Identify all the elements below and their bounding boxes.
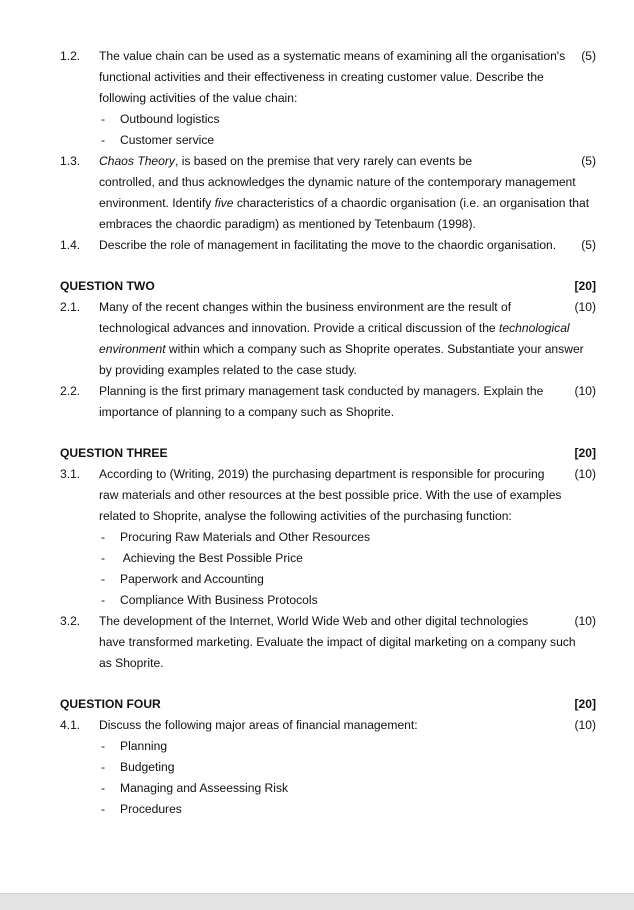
question-text-line: embraces the chaordic paradigm) as mentioned by Tetenbaum (1998). — [99, 217, 476, 231]
question-text-line: Chaos Theory, is based on the premise that very rarely can events be — [99, 154, 473, 168]
bullet-dash: - — [101, 112, 106, 126]
question-number: 1.3. — [60, 154, 81, 168]
question-text-line: environment within which a company such as Shoprite operates. Substantiate your answer — [99, 342, 584, 356]
question-text-line: Planning is the first primary management task conducted by managers. Explain the — [99, 384, 544, 398]
italic-term: Chaos Theory — [99, 154, 175, 168]
bullet-item: Procedures — [120, 802, 182, 816]
bullet-item: Outbound logistics — [120, 112, 220, 126]
question-number: 2.1. — [60, 300, 81, 314]
question-text-line: Describe the role of management in facilitating the move to the chaordic organisation. — [99, 238, 557, 252]
italic-term: environment — [99, 342, 166, 356]
italic-term: five — [214, 196, 234, 210]
question-text-line: related to Shoprite, analyse the following activities of the purchasing function: — [99, 509, 512, 523]
bullet-dash: - — [101, 551, 106, 565]
question-text-line: functional activities and their effectiveness in creating customer value. Describe the — [99, 70, 544, 84]
question-text-line: controlled, and thus acknowledges the dynamic nature of the contemporary management — [99, 175, 576, 189]
bullet-dash: - — [101, 802, 106, 816]
bullet-dash: - — [101, 572, 106, 586]
question-mark: (10) — [574, 300, 596, 314]
question-number: 1.2. — [60, 49, 81, 63]
question-text-line: technological advances and innovation. Provide a critical discussion of the technological — [99, 321, 570, 335]
section-total: [20] — [574, 446, 596, 460]
question-number: 1.4. — [60, 238, 81, 252]
bullet-item: Managing and Asseessing Risk — [120, 781, 289, 795]
question-text-line: raw materials and other resources at the best possible price. With the use of examples — [99, 488, 562, 502]
question-text-line: have transformed marketing. Evaluate the impact of digital marketing on a company such — [99, 635, 576, 649]
question-text-line: The development of the Internet, World Wide Web and other digital technologies — [99, 614, 529, 628]
question-text-line: environment. Identify five characteristics of a chaordic organisation (i.e. an organisation that — [99, 196, 590, 210]
question-number: 3.1. — [60, 467, 81, 481]
question-mark: (10) — [574, 384, 596, 398]
bullet-dash: - — [101, 593, 106, 607]
bullet-item: Customer service — [120, 133, 215, 147]
bullet-item: Compliance With Business Protocols — [120, 593, 318, 607]
question-text-line: The value chain can be used as a systematic means of examining all the organisation's — [99, 49, 566, 63]
section-heading: QUESTION TWO — [60, 279, 155, 293]
question-text-line: by providing examples related to the case study. — [99, 363, 357, 377]
question-text-line: importance of planning to a company such as Shoprite. — [99, 405, 395, 419]
question-number: 2.2. — [60, 384, 81, 398]
bullet-item: Planning — [120, 739, 168, 753]
question-mark: (10) — [574, 467, 596, 481]
bullet-item: Paperwork and Accounting — [120, 572, 264, 586]
question-text-line: Discuss the following major areas of financial management: — [99, 718, 418, 732]
viewer-bottom-bar — [0, 893, 634, 910]
question-text-line: According to (Writing, 2019) the purchasing department is responsible for procuring — [99, 467, 545, 481]
question-text-line: Many of the recent changes within the business environment are the result of — [99, 300, 512, 314]
bullet-dash: - — [101, 760, 106, 774]
question-mark: (10) — [574, 718, 596, 732]
bullet-dash: - — [101, 781, 106, 795]
bullet-item: Achieving the Best Possible Price — [120, 551, 303, 565]
bullet-dash: - — [101, 133, 106, 147]
section-heading: QUESTION FOUR — [60, 697, 161, 711]
section-heading: QUESTION THREE — [60, 446, 168, 460]
question-mark: (5) — [581, 238, 596, 252]
bullet-dash: - — [101, 739, 106, 753]
italic-term: technological — [499, 321, 570, 335]
bullet-dash: - — [101, 530, 106, 544]
question-text-line: following activities of the value chain: — [99, 91, 298, 105]
question-mark: (5) — [581, 154, 596, 168]
question-text-line: as Shoprite. — [99, 656, 164, 670]
section-total: [20] — [574, 279, 596, 293]
question-number: 3.2. — [60, 614, 81, 628]
question-mark: (10) — [574, 614, 596, 628]
question-number: 4.1. — [60, 718, 81, 732]
question-mark: (5) — [581, 49, 596, 63]
bullet-item: Budgeting — [120, 760, 175, 774]
bullet-item: Procuring Raw Materials and Other Resources — [120, 530, 371, 544]
section-total: [20] — [574, 697, 596, 711]
